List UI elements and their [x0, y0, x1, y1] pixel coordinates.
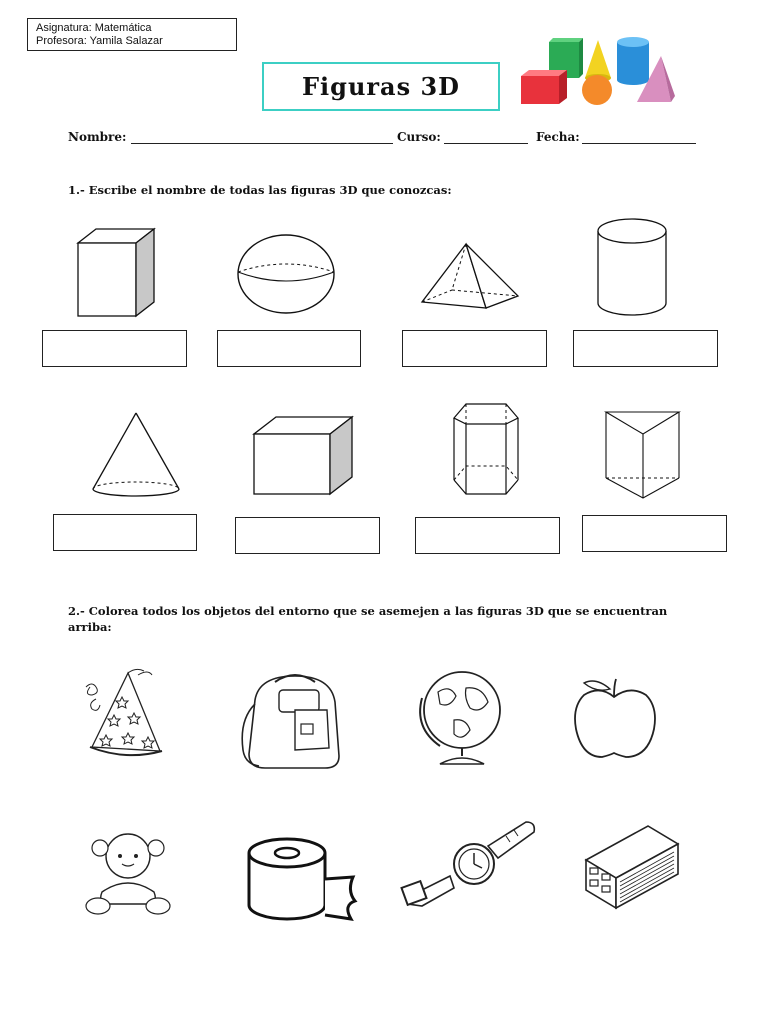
- backpack-icon: [235, 670, 347, 772]
- page-title: Figuras 3D: [302, 72, 460, 101]
- course-info-box: [27, 18, 237, 51]
- answer-box-5[interactable]: [53, 514, 197, 551]
- globe-icon: [410, 668, 514, 768]
- color-shapes-illustration: [515, 30, 680, 110]
- teacher-line: Profesora: Yamila Salazar: [36, 35, 163, 47]
- pyramid-icon: [418, 240, 522, 310]
- answer-box-8[interactable]: [582, 515, 727, 552]
- title-box: [262, 62, 500, 111]
- answer-box-3[interactable]: [402, 330, 547, 367]
- cylinder-icon: [594, 215, 670, 319]
- name-label: Nombre:: [68, 130, 127, 144]
- cone-icon: [88, 410, 184, 498]
- question-2-line-1: 2.- Colorea todos los objetos del entorno que se asemejen a las figuras 3D que se encuentran: [68, 604, 668, 618]
- subject-line: Asignatura: Matemática: [36, 22, 152, 34]
- date-label: Fecha:: [536, 130, 580, 144]
- date-field[interactable]: [582, 131, 696, 144]
- answer-box-6[interactable]: [235, 517, 380, 554]
- rectangular-prism-icon: [72, 225, 162, 321]
- orange-sphere-icon: [582, 75, 612, 105]
- apple-icon: [570, 675, 660, 761]
- party-hat-icon: [78, 665, 168, 765]
- question-2: [68, 603, 708, 635]
- blue-cylinder-icon: [617, 37, 649, 85]
- question-2-line-2: arriba:: [68, 620, 112, 634]
- doll-icon: [80, 826, 176, 916]
- wristwatch-icon: [400, 818, 538, 910]
- hexagonal-prism-icon: [450, 400, 524, 500]
- answer-box-1[interactable]: [42, 330, 187, 367]
- triangular-prism-icon: [603, 408, 683, 502]
- course-field[interactable]: [444, 131, 528, 144]
- name-field[interactable]: [131, 131, 393, 144]
- toilet-paper-icon: [243, 835, 359, 923]
- sphere-icon: [235, 232, 337, 316]
- brick-icon: [582, 822, 682, 912]
- question-1: 1.- Escribe el nombre de todas las figuras 3D que conozcas:: [68, 183, 452, 197]
- red-box-icon: [521, 70, 567, 104]
- answer-box-2[interactable]: [217, 330, 361, 367]
- answer-box-4[interactable]: [573, 330, 718, 367]
- answer-box-7[interactable]: [415, 517, 560, 554]
- cube-icon: [250, 414, 358, 498]
- course-label: Curso:: [397, 130, 441, 144]
